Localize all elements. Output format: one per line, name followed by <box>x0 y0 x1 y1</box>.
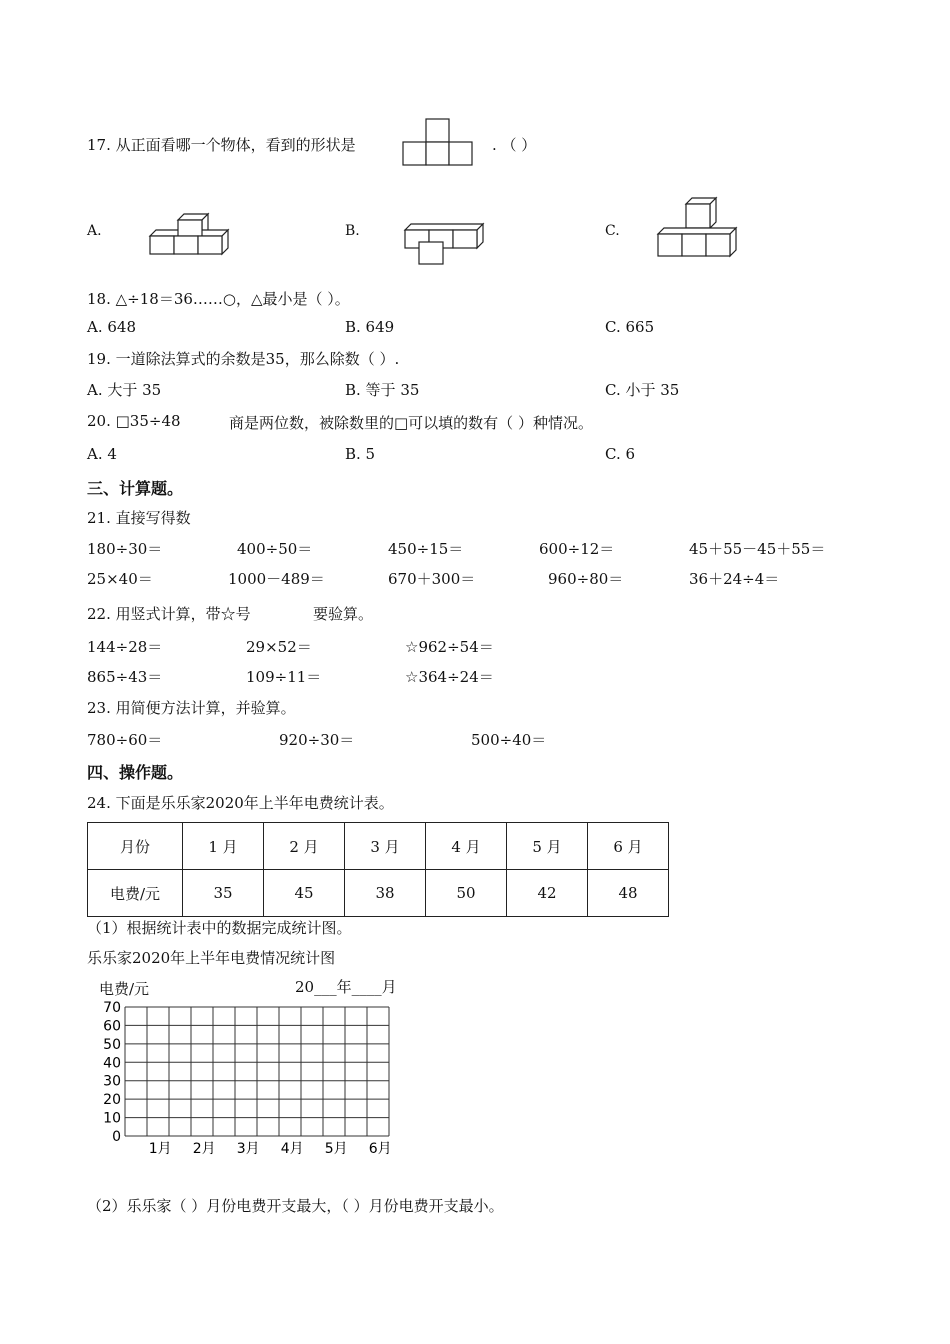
chart-caption: 乐乐家2020年上半年电费情况统计图 <box>87 949 336 967</box>
table-header-cell: 5 月 <box>507 823 588 870</box>
q21-item: 400÷50＝ <box>237 540 313 558</box>
q22-item: ☆962÷54＝ <box>405 638 494 656</box>
q17-text: 17. 从正面看哪一个物体，看到的形状是 <box>87 136 356 154</box>
q19-option-c[interactable]: C. 小于 35 <box>605 381 680 399</box>
q21-title: 21. 直接写得数 <box>87 509 191 527</box>
x-tick-label: 6月 <box>368 1141 392 1157</box>
q19-text: 19. 一道除法算式的余数是35，那么除数（ ）. <box>87 350 400 368</box>
q18-option-c[interactable]: C. 665 <box>605 318 655 336</box>
q22-item: ☆364÷24＝ <box>405 668 494 686</box>
y-tick-label: 50 <box>103 1036 121 1053</box>
x-tick-label: 5月 <box>324 1141 348 1157</box>
q22-title-a: 22. 用竖式计算，带☆号 <box>87 605 251 623</box>
q21-item: 25×40＝ <box>87 570 153 588</box>
x-tick-label: 1月 <box>148 1141 172 1157</box>
table-header-cell: 4 月 <box>426 823 507 870</box>
q24-title: 24. 下面是乐乐家2020年上半年电费统计表。 <box>87 794 394 812</box>
q22-item: 29×52＝ <box>246 638 312 656</box>
table-cell: 42 <box>507 870 588 917</box>
q18-option-a[interactable]: A. 648 <box>87 318 136 336</box>
q20-text-a: 20. □35÷48 <box>87 412 181 430</box>
table-row-label: 电费/元 <box>88 870 183 917</box>
q22-title-b: 要验算。 <box>313 605 374 623</box>
section3-heading: 三、计算题。 <box>87 479 184 498</box>
table-header-cell: 月份 <box>88 823 183 870</box>
table-header-cell: 3 月 <box>345 823 426 870</box>
q21-item: 960÷80＝ <box>548 570 624 588</box>
q19-option-b[interactable]: B. 等于 35 <box>345 381 420 399</box>
y-tick-label: 70 <box>103 1000 121 1016</box>
table-cell: 35 <box>183 870 264 917</box>
section4-heading: 四、操作题。 <box>87 763 184 782</box>
x-tick-label: 4月 <box>280 1141 304 1157</box>
q17-option-a-label[interactable]: A. <box>87 223 102 239</box>
y-tick-label: 30 <box>103 1073 121 1090</box>
y-tick-label: 40 <box>103 1055 121 1072</box>
q17-option-c-label[interactable]: C. <box>605 223 620 239</box>
y-tick-label: 0 <box>112 1129 121 1145</box>
q24-sub2: （2）乐乐家（ ）月份电费开支最大，（ ）月份电费开支最小。 <box>87 1197 504 1215</box>
q22-item: 865÷43＝ <box>87 668 163 686</box>
table-cell: 38 <box>345 870 426 917</box>
q21-item: 600÷12＝ <box>539 540 615 558</box>
q20-option-b[interactable]: B. 5 <box>345 445 376 463</box>
table-cell: 45 <box>264 870 345 917</box>
table-header-cell: 6 月 <box>588 823 669 870</box>
q17-tail: . （ ） <box>492 136 537 154</box>
q20-option-a[interactable]: A. 4 <box>87 445 117 463</box>
table-header-cell: 1 月 <box>183 823 264 870</box>
q21-item: 36＋24÷4＝ <box>689 570 780 588</box>
chart-ylabel: 电费/元 <box>99 980 150 998</box>
x-tick-label: 2月 <box>192 1141 216 1157</box>
q21-item: 1000－489＝ <box>228 570 325 588</box>
y-tick-label: 20 <box>103 1092 121 1109</box>
y-tick-label: 10 <box>103 1110 121 1127</box>
q22-item: 109÷11＝ <box>246 668 322 686</box>
q23-title: 23. 用简便方法计算，并验算。 <box>87 699 296 717</box>
q20-text-b: 商是两位数，被除数里的□可以填的数有（ ）种情况。 <box>229 414 593 432</box>
table-cell: 48 <box>588 870 669 917</box>
chart-gridlines <box>125 1007 389 1136</box>
q21-item: 180÷30＝ <box>87 540 163 558</box>
q23-item: 920÷30＝ <box>279 731 355 749</box>
q21-item: 450÷15＝ <box>388 540 464 558</box>
q18-option-b[interactable]: B. 649 <box>345 318 395 336</box>
q18-text: 18. △÷18＝36……○，△最小是（ ）。 <box>87 290 350 308</box>
table-cell: 50 <box>426 870 507 917</box>
q24-sub1: （1）根据统计表中的数据完成统计图。 <box>87 919 352 937</box>
x-tick-label: 3月 <box>236 1141 260 1157</box>
q23-item: 780÷60＝ <box>87 731 163 749</box>
q23-item: 500÷40＝ <box>471 731 547 749</box>
q17-option-b-label[interactable]: B. <box>345 223 360 239</box>
q20-option-c[interactable]: C. 6 <box>605 445 636 463</box>
chart-date-label[interactable]: 20___年____月 <box>295 978 397 996</box>
q21-item: 45＋55－45＋55＝ <box>689 540 826 558</box>
q21-item: 670＋300＝ <box>388 570 476 588</box>
table-header-cell: 2 月 <box>264 823 345 870</box>
q22-item: 144÷28＝ <box>87 638 163 656</box>
y-tick-label: 60 <box>103 1018 121 1035</box>
q19-option-a[interactable]: A. 大于 35 <box>87 381 162 399</box>
